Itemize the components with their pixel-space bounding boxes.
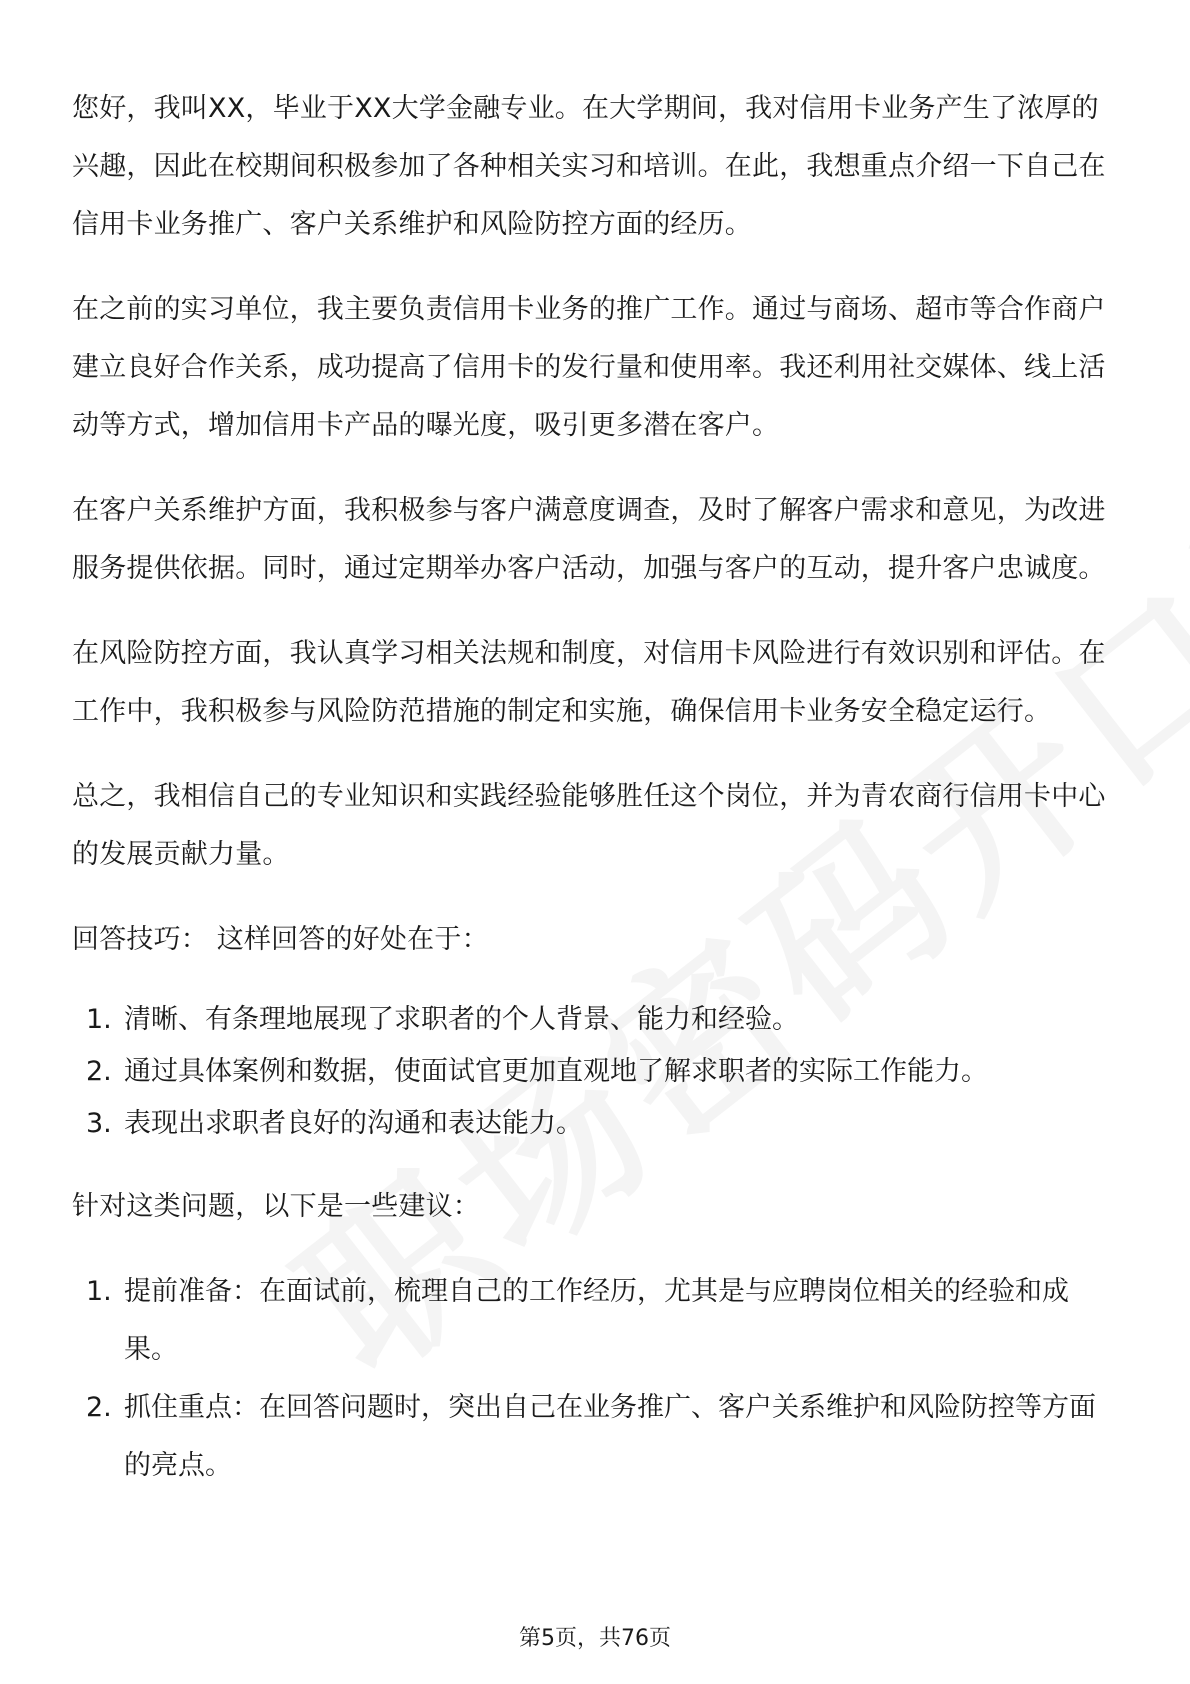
list-text: 通过具体案例和数据，使面试官更加直观地了解求职者的实际工作能力。 [124,1056,988,1087]
list-item [72,1379,1118,1495]
paragraph-conclusion: 总之，我相信自己的专业知识和实践经验能够胜任这个岗位，并为青农商行信用卡中心的发展贡献力量。 [72,781,1106,870]
list-text: 抓住重点：在回答问题时，突出自己在业务推广、客户关系维护和风险防控等方面的亮点。 [124,1392,1096,1481]
list-number: 3. [86,1108,112,1139]
list-text: 提前准备：在面试前，梳理自己的工作经历，尤其是与应聘岗位相关的经验和成果。 [124,1276,1069,1365]
list-text: 表现出求职者良好的沟通和表达能力。 [124,1108,583,1139]
list-item [72,1100,1118,1148]
suggest-heading: 针对这类问题，以下是一些建议： [72,1191,480,1222]
tips-heading: 回答技巧： 这样回答的好处在于： [72,924,489,955]
paragraph-risk: 在风险防控方面，我认真学习相关法规和制度，对信用卡风险进行有效识别和评估。在工作中，我积极参与风险防范措施的制定和实施，确保信用卡业务安全稳定运行。 [72,638,1106,727]
page-number: 第5页，共76页 [519,1626,671,1651]
suggestions-list [72,1263,1118,1495]
list-text: 清晰、有条理地展现了求职者的个人背景、能力和经验。 [124,1004,799,1035]
list-number: 2. [86,1056,112,1087]
list-number: 1. [86,1004,112,1035]
list-item [72,1048,1118,1096]
paragraph-customer: 在客户关系维护方面，我积极参与客户满意度调查，及时了解客户需求和意见，为改进服务提供依据。同时，通过定期举办客户活动，加强与客户的互动，提升客户忠诚度。 [72,495,1106,584]
list-item [72,996,1118,1044]
list-item [72,1263,1118,1379]
list-number: 2. [86,1392,112,1423]
tips-list [72,996,1118,1148]
list-number: 1. [86,1276,112,1307]
paragraph-promotion: 在之前的实习单位，我主要负责信用卡业务的推广工作。通过与商场、超市等合作商户建立良好合作关系，成功提高了信用卡的发行量和使用率。我还利用社交媒体、线上活动等方式，增加信用卡产品的曝光度，吸引更多潜在客户。 [72,294,1106,441]
document-body [72,80,1118,1525]
paragraph-intro: 您好，我叫XX，毕业于XX大学金融专业。在大学期间，我对信用卡业务产生了浓厚的兴趣，因此在校期间积极参加了各种相关实习和培训。在此，我想重点介绍一下自己在信用卡业务推广、客户关系维护和风险防控方面的经历。 [72,93,1106,240]
